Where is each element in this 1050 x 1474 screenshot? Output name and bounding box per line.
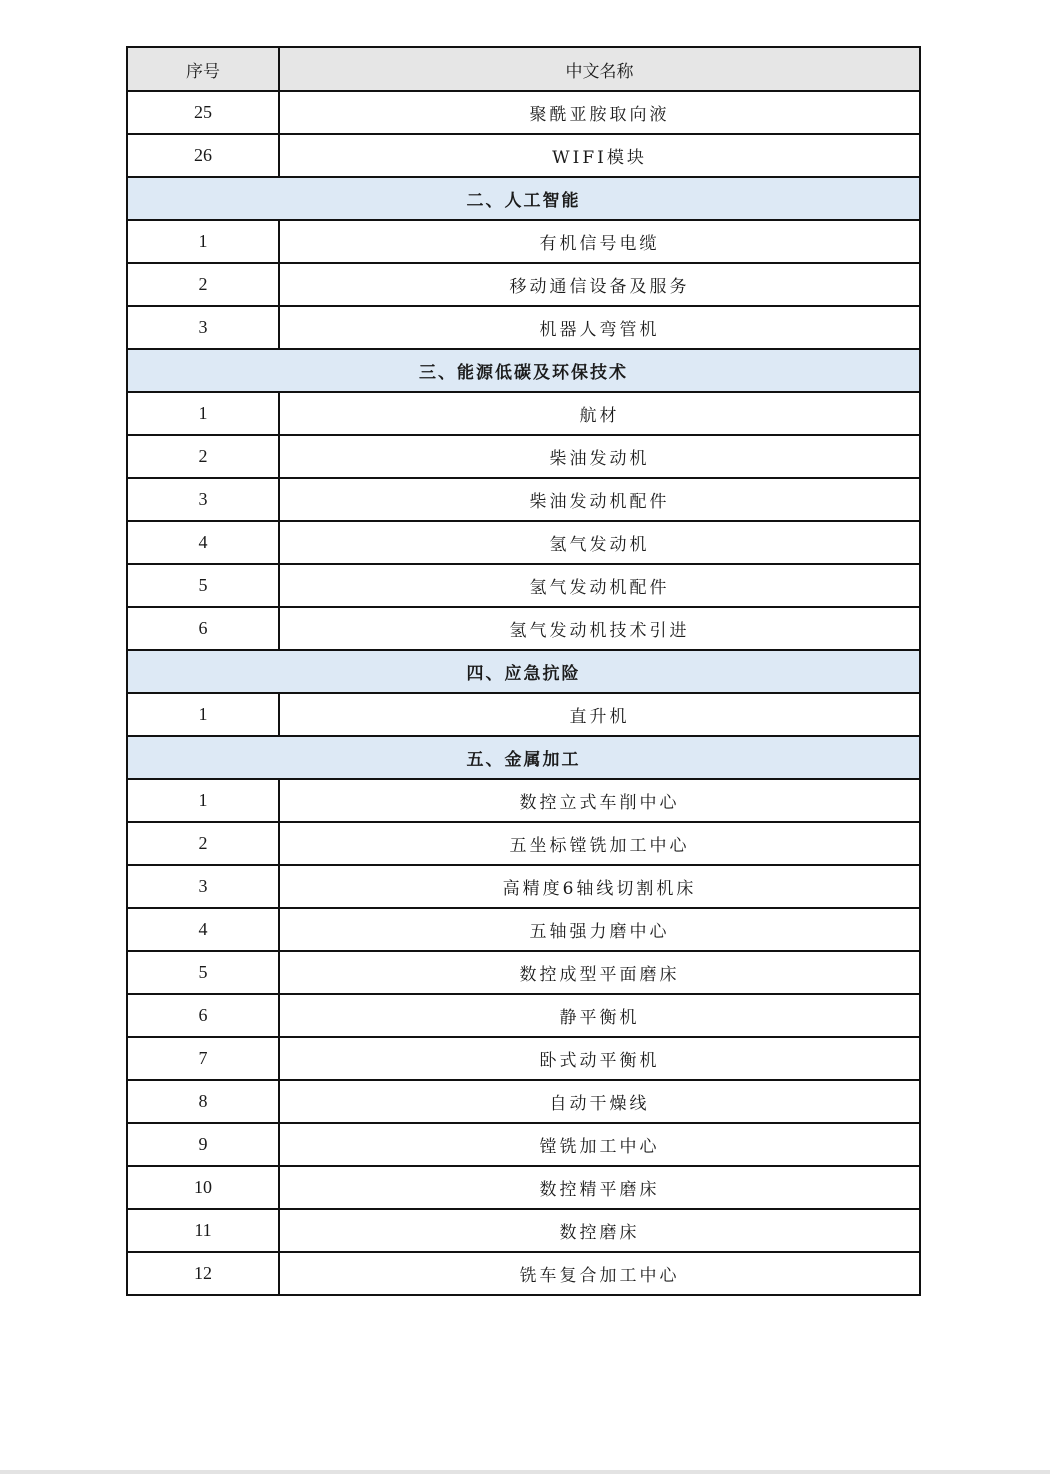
row-name: 航材 <box>279 392 920 435</box>
row-name: 铣车复合加工中心 <box>279 1252 920 1295</box>
header-row <box>127 47 920 91</box>
row-number: 2 <box>127 435 279 478</box>
section-row <box>127 736 920 779</box>
table-row <box>127 392 920 435</box>
section-row <box>127 349 920 392</box>
table-row <box>127 1166 920 1209</box>
section-title: 四、应急抗险 <box>127 650 920 693</box>
table-row <box>127 951 920 994</box>
table-row <box>127 263 920 306</box>
row-name: 数控精平磨床 <box>279 1166 920 1209</box>
row-name: 氢气发动机配件 <box>279 564 920 607</box>
table-row <box>127 1037 920 1080</box>
row-number: 1 <box>127 392 279 435</box>
table-row <box>127 1252 920 1295</box>
table-row <box>127 478 920 521</box>
section-title: 三、能源低碳及环保技术 <box>127 349 920 392</box>
row-number: 5 <box>127 564 279 607</box>
row-number: 2 <box>127 822 279 865</box>
row-name: 五坐标镗铣加工中心 <box>279 822 920 865</box>
table-body <box>127 91 920 1295</box>
table-row <box>127 822 920 865</box>
row-number: 10 <box>127 1166 279 1209</box>
row-number: 3 <box>127 306 279 349</box>
row-number: 4 <box>127 908 279 951</box>
row-name: 聚酰亚胺取向液 <box>279 91 920 134</box>
table-row <box>127 306 920 349</box>
table-row <box>127 220 920 263</box>
row-number: 1 <box>127 220 279 263</box>
section-row <box>127 650 920 693</box>
row-name: 移动通信设备及服务 <box>279 263 920 306</box>
table-row <box>127 994 920 1037</box>
row-number: 25 <box>127 91 279 134</box>
table-row <box>127 693 920 736</box>
table-row <box>127 1080 920 1123</box>
row-name: 柴油发动机配件 <box>279 478 920 521</box>
section-title: 五、金属加工 <box>127 736 920 779</box>
section-row <box>127 177 920 220</box>
row-name: 自动干燥线 <box>279 1080 920 1123</box>
table-row <box>127 779 920 822</box>
row-number: 5 <box>127 951 279 994</box>
row-number: 3 <box>127 865 279 908</box>
section-title: 二、人工智能 <box>127 177 920 220</box>
page-bottom-divider <box>0 1470 1050 1474</box>
table-row <box>127 134 920 177</box>
table-row <box>127 607 920 650</box>
row-name: 数控磨床 <box>279 1209 920 1252</box>
row-name: 柴油发动机 <box>279 435 920 478</box>
row-number: 8 <box>127 1080 279 1123</box>
row-number: 1 <box>127 693 279 736</box>
table-row <box>127 865 920 908</box>
row-name: 氢气发动机技术引进 <box>279 607 920 650</box>
row-number: 3 <box>127 478 279 521</box>
header-number: 序号 <box>127 47 279 91</box>
table-row <box>127 435 920 478</box>
row-name: 静平衡机 <box>279 994 920 1037</box>
table-row <box>127 1209 920 1252</box>
table-row <box>127 908 920 951</box>
row-name: 有机信号电缆 <box>279 220 920 263</box>
row-name: 氢气发动机 <box>279 521 920 564</box>
row-number: 6 <box>127 994 279 1037</box>
row-name: 高精度6轴线切割机床 <box>279 865 920 908</box>
table-row <box>127 564 920 607</box>
row-name: 卧式动平衡机 <box>279 1037 920 1080</box>
row-number: 7 <box>127 1037 279 1080</box>
row-name: 直升机 <box>279 693 920 736</box>
row-name: 数控立式车削中心 <box>279 779 920 822</box>
row-name: 镗铣加工中心 <box>279 1123 920 1166</box>
row-name: 五轴强力磨中心 <box>279 908 920 951</box>
document-table <box>126 46 921 1296</box>
table-header <box>127 47 920 91</box>
row-name: 机器人弯管机 <box>279 306 920 349</box>
row-number: 2 <box>127 263 279 306</box>
table-row <box>127 1123 920 1166</box>
row-number: 4 <box>127 521 279 564</box>
row-number: 9 <box>127 1123 279 1166</box>
row-number: 6 <box>127 607 279 650</box>
row-number: 12 <box>127 1252 279 1295</box>
header-name: 中文名称 <box>279 47 920 91</box>
row-number: 26 <box>127 134 279 177</box>
row-number: 1 <box>127 779 279 822</box>
table-row <box>127 521 920 564</box>
row-name: WIFI模块 <box>279 134 920 177</box>
row-number: 11 <box>127 1209 279 1252</box>
table-row <box>127 91 920 134</box>
row-name: 数控成型平面磨床 <box>279 951 920 994</box>
